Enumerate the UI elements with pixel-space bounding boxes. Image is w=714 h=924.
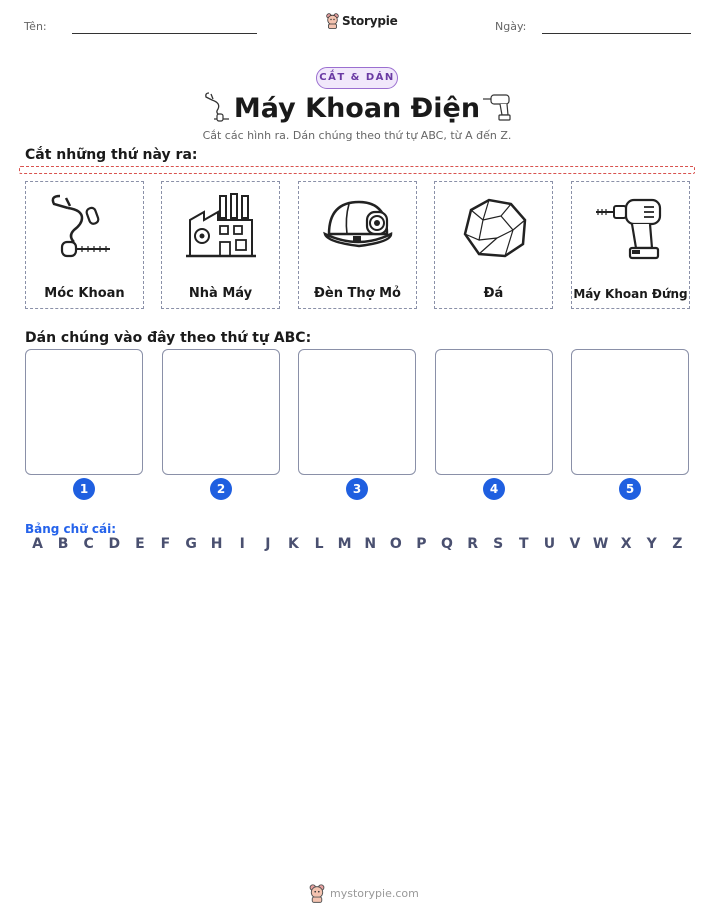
date-line [542,33,691,34]
cut-card-brace-drill[interactable] [25,181,144,309]
alphabet-letter: X [620,536,632,552]
cut-label: Đá [483,286,504,301]
cut-card-factory[interactable] [161,181,280,309]
alphabet-letter: S [493,536,504,552]
alphabet-letter: L [314,536,324,552]
paste-box[interactable] [162,349,280,475]
alphabet-letter: A [32,536,43,552]
bear-icon [326,13,339,29]
cut-card-rock[interactable] [434,181,553,309]
miner-helmet-icon [321,190,396,265]
paste-number: 2 [210,478,232,500]
alphabet-letter: O [389,536,402,552]
alphabet-letter: I [239,536,245,552]
cut-label: Đèn Thợ Mỏ [314,286,401,301]
alphabet-letter: W [592,536,609,552]
alphabet-letter: N [364,536,377,552]
paste-box[interactable] [25,349,143,475]
cut-label: Móc Khoan [44,286,125,301]
power-drill-icon [594,190,669,265]
bear-icon [309,884,325,903]
cut-line [19,166,695,174]
alphabet-letter: K [288,536,299,552]
alphabet-letter: M [337,536,352,552]
alphabet-letter: B [57,536,69,552]
alphabet-letter: V [569,536,581,552]
alphabet-letter: U [543,536,556,552]
alphabet-letter: P [416,536,427,552]
footer-url[interactable]: mystorypie.com [330,887,419,900]
alphabet-letter: E [135,536,145,552]
alphabet-letter: F [160,536,171,552]
paste-section-heading: Dán chúng vào đây theo thứ tự ABC: [25,330,312,346]
alphabet-heading: Bảng chữ cái: [25,522,117,536]
instructions: Cắt các hình ra. Dán chúng theo thứ tự ABC, từ A đến Z. [202,129,512,142]
paste-number: 4 [483,478,505,500]
paste-number: 3 [346,478,368,500]
paste-box[interactable] [435,349,553,475]
alphabet-letter: D [108,536,121,552]
activity-badge: CẮT & DÁN [316,67,398,89]
factory-icon [184,190,259,265]
cut-card-miner-helmet[interactable] [298,181,417,309]
brand-logo [326,13,398,29]
paste-box[interactable] [571,349,689,475]
cut-label: Máy Khoan Đứng [573,287,688,301]
date-label: Ngày: [495,20,527,33]
alphabet-letter: H [210,536,223,552]
brand-name: Storypie [342,14,398,28]
cut-card-power-drill[interactable] [571,181,690,309]
alphabet-letter: J [265,536,271,552]
alphabet-letter: Y [646,536,657,552]
alphabet-letter: G [185,536,197,552]
brace-drill-icon [48,190,123,265]
paste-number: 1 [73,478,95,500]
rock-icon [457,190,532,265]
alphabet-letter: C [83,536,94,552]
alphabet-letter: R [467,536,478,552]
page-title: Máy Khoan Điện [233,93,481,124]
cut-label: Nhà Máy [188,286,253,301]
name-line [72,33,257,34]
paste-box[interactable] [298,349,416,475]
paste-number: 5 [619,478,641,500]
power-drill-title-icon [482,91,512,121]
name-label: Tên: [24,20,47,33]
alphabet-letter: Z [672,536,683,552]
alphabet-letter: Q [441,536,453,552]
footer [309,884,419,903]
alphabet-letter: T [519,536,529,552]
cut-section-heading: Cắt những thứ này ra: [25,147,198,163]
alphabet-row [25,536,690,552]
